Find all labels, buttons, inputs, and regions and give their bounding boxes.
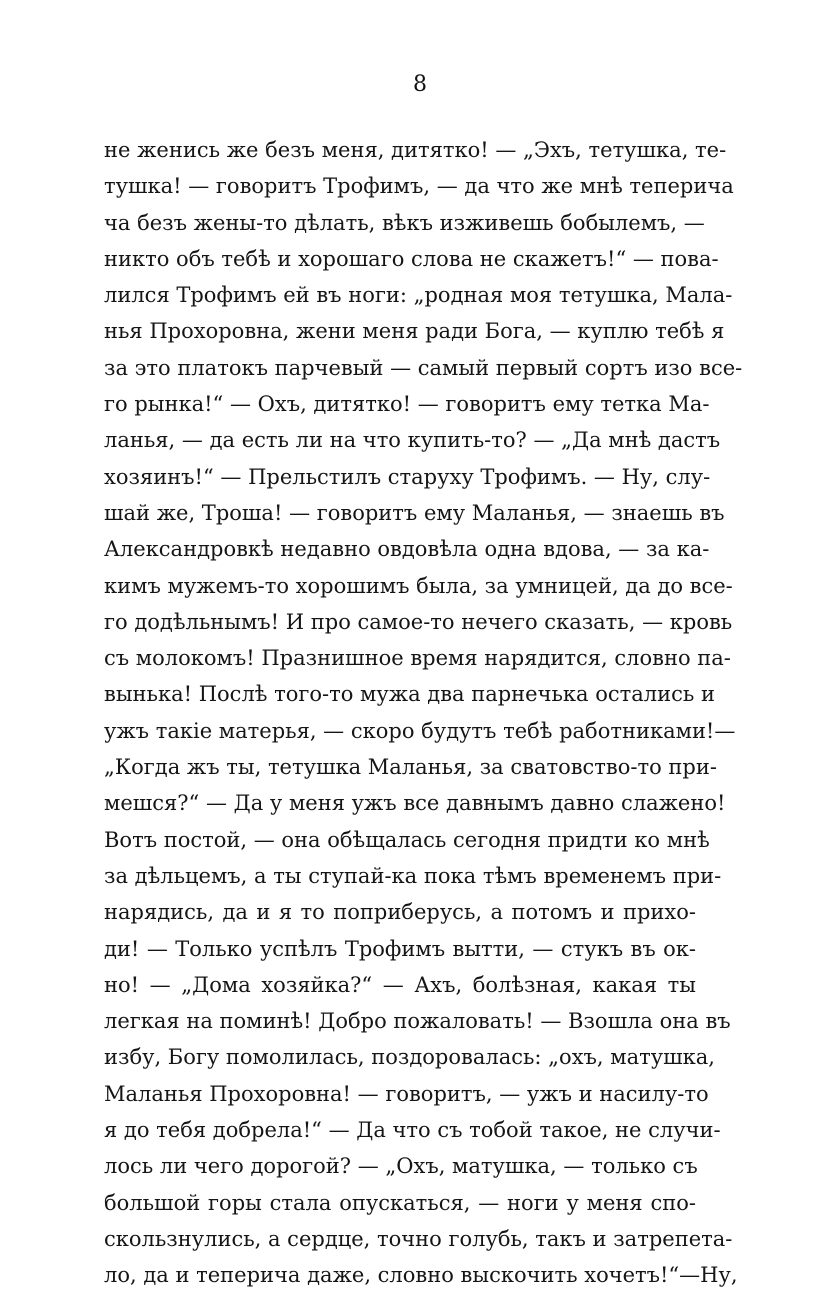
text-line: го рынка!“ — Охъ, дитятко! — говоритъ ему тетка Ма- bbox=[104, 392, 710, 417]
text-line: но! — „Дома хозяйка?“ — Ахъ, болѣзная, какая ты bbox=[104, 972, 696, 997]
text-line: „Когда жъ ты, тетушка Маланья, за сватовство-то при- bbox=[104, 755, 717, 780]
text-line: тушка! — говоритъ Трофимъ, — да что же мнѣ теперича bbox=[104, 174, 734, 199]
text-line: Александровкѣ недавно овдовѣла одна вдова, — за ка- bbox=[104, 537, 710, 562]
text-line: Маланья Прохоровна! — говоритъ, — ужъ и насилу-то bbox=[104, 1081, 709, 1106]
text-line: за это платокъ парчевый — самый первый сортъ изо все- bbox=[104, 355, 743, 380]
text-line: ужъ такіе матерья, — скоро будутъ тебѣ работниками!— bbox=[104, 718, 736, 743]
text-line: шай же, Троша! — говоритъ ему Маланья, — знаешь въ bbox=[104, 500, 725, 525]
text-line: избу, Богу помолилась, поздоровалась: „охъ, матушка, bbox=[104, 1045, 715, 1070]
text-line: легкая на поминѣ! Добро пожаловать! — Взошла она въ bbox=[104, 1009, 731, 1034]
text-line: я до тебя добрела!“ — Да что съ тобой такое, не случи- bbox=[104, 1118, 721, 1143]
text-line: мешся?“ — Да у меня ужъ все давнымъ давно слажено! bbox=[104, 791, 726, 816]
text-line: никто объ тебѣ и хорошаго слова не скажетъ!“ — пова- bbox=[104, 246, 719, 271]
text-line: скользнулись, а сердце, точно голубь, такъ и затрепета- bbox=[104, 1226, 733, 1251]
text-line: лился Трофимъ ей въ ноги: „родная моя тетушка, Мала- bbox=[104, 283, 733, 308]
text-line: лось ли чего дорогой? — „Охъ, матушка, — только съ bbox=[104, 1154, 698, 1179]
page-number: 8 bbox=[413, 72, 427, 97]
body-text bbox=[104, 132, 743, 1294]
text-line: Вотъ постой, — она обѣщалась сегодня придти ко мнѣ bbox=[104, 827, 710, 852]
text-line: ди! — Только успѣлъ Трофимъ вытти, — стукъ въ ок- bbox=[104, 936, 696, 961]
text-line: вынька! Послѣ того-то мужа два парнечька остались и bbox=[104, 682, 715, 707]
text-line: за дѣльцемъ, а ты ступай-ка пока тѣмъ временемъ при- bbox=[104, 863, 722, 888]
text-line: го додѣльнымъ! И про самое-то нечего сказать, — кровь bbox=[104, 609, 733, 634]
text-line: кимъ мужемъ-то хорошимъ была, за умницей, да до все- bbox=[104, 573, 733, 598]
text-line: ча безъ жены-то дѣлать, вѣкъ изживешь бобылемъ, — bbox=[104, 210, 705, 235]
text-line: нья Прохоровна, жени меня ради Бога, — куплю тебѣ я bbox=[104, 319, 725, 344]
text-line: съ молокомъ! Празнишное время нарядится, словно па- bbox=[104, 646, 731, 671]
text-line: большой горы стала опускаться, — ноги у меня спо- bbox=[104, 1190, 696, 1215]
text-line: не женись же безъ меня, дитятко! — „Эхъ, тетушка, те- bbox=[104, 138, 727, 162]
text-line: ло, да и теперича даже, словно выскочить хочетъ!“—Ну, bbox=[104, 1263, 738, 1288]
text-line: ланья, — да есть ли на что купить-то? — „Да мнѣ дастъ bbox=[104, 428, 721, 453]
text-line: хозяинъ!“ — Прельстилъ старуху Трофимъ. — Ну, слу- bbox=[104, 464, 711, 489]
text-line: нарядись, да и я то поприберусь, а потомъ и прихо- bbox=[104, 900, 696, 925]
